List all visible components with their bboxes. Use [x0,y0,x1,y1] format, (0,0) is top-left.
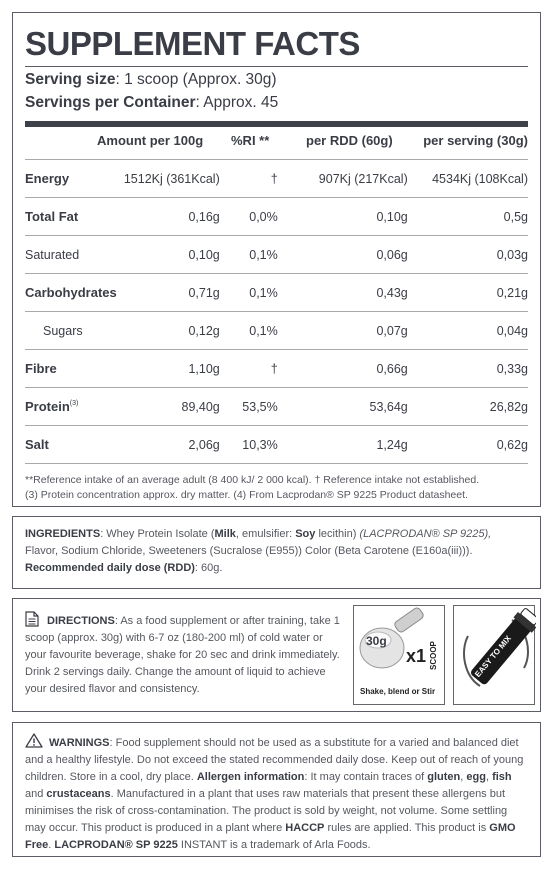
ingredients-text: Flavor, Sodium Chloride, Sweeteners (Sucralose (E955)) Color (Beta Carotene (E160a(iii))). [25,545,473,557]
value-per-serving-text: 0,21g [496,285,528,300]
value-ri [220,426,278,464]
nutrition-row [25,426,528,464]
value-per-serving-text: 0,5g [503,209,528,224]
value-per-100g-text: 0,12g [188,323,220,338]
nutrient-name [25,312,117,350]
value-per-serving [408,426,528,464]
value-ri-text: † [270,171,278,186]
value-per-serving-text: 0,62g [496,437,528,452]
value-per-rdd-text: 0,66g [376,361,408,376]
value-per-serving-text: 26,82g [489,399,528,414]
ingredients-text: lecithin) [315,528,360,540]
servings-per-container [25,94,278,112]
title-divider [25,66,528,67]
warnings-text: rules are applied. This product is [324,822,490,834]
value-ri [220,312,278,350]
value-per-100g [117,236,220,274]
nutrient-name [25,388,117,426]
value-per-rdd [278,426,408,464]
haccp-label: HACCP [285,822,325,834]
servings-value: : Approx. 45 [195,94,279,111]
document-icon [25,611,39,627]
footnote-protein: (3) Protein concentration approx. dry matter. (4) From Lacprodan® SP 9225 Product datasheet. [25,489,468,501]
rdd-value: : 60g. [194,562,223,574]
value-per-100g [117,426,220,464]
value-per-rdd-text: 907Kj (217Kcal) [318,171,408,186]
value-ri-text: 0,1% [249,247,278,262]
allergen-crustaceans: crustaceans [46,788,111,800]
value-per-serving [408,312,528,350]
header-per-rdd: per RDD (60g) [306,133,393,148]
value-ri [220,388,278,426]
serving-size-label: Serving size [25,71,116,88]
value-per-rdd [278,160,408,198]
directions-panel [12,598,541,712]
warnings-text: . [48,839,55,851]
value-per-rdd [278,350,408,388]
footnote-reference-intake: **Reference intake of an average adult (8 400 kJ/ 2 000 kcal). † Reference intake not established. [25,474,480,486]
nutrition-row [25,274,528,312]
value-per-100g [117,312,220,350]
warnings-label: WARNINGS [49,737,110,749]
nutrient-name [25,274,117,312]
value-per-serving [408,274,528,312]
allergen-fish: fish [492,771,512,783]
scoop-icon [354,606,446,686]
table-header [25,133,528,159]
supplement-facts-panel [12,12,541,507]
scoop-count: x1 [406,646,427,666]
nutrient-name-text: Sugars [43,323,83,338]
warnings-text: . Manufactured in a plant that uses raw materials that present these allergens but minimises the risk of cross-contamination. The product is sold by weight, not volume. Some settling may occur. This product is produced in a plant where [25,788,508,834]
value-per-rdd [278,312,408,350]
ingredients-text: , emulsifier: [235,528,296,540]
value-ri [220,350,278,388]
nutrient-name-text: Saturated [25,247,80,262]
shaker-illustration [453,605,535,705]
warnings-text: : Food supplement should not be used as a substitute for a varied and balanced diet and a healthy lifestyle. Do not exceed the stated recommended daily dose. Keep out of reach of young children. Store in a cool, dry place. [25,737,524,783]
warnings-text: INSTANT is a trademark of Arla Foods. [177,839,371,851]
value-per-serving-text: 0,04g [496,323,528,338]
serving-size-value: : 1 scoop (Approx. 30g) [115,71,277,88]
ingredients-text: : Whey Protein Isolate ( [100,528,215,540]
serving-size [25,71,277,89]
value-ri [220,160,278,198]
value-per-serving-text: 0,03g [496,247,528,262]
lacprodan-ref: (LACPRODAN® SP 9225), [359,528,492,540]
thick-divider [25,121,528,127]
value-ri-text: † [270,361,278,376]
nutrient-name [25,350,117,388]
allergen-soy: Soy [295,528,316,540]
value-per-rdd-text: 53,64g [369,399,408,414]
footnotes [25,473,532,503]
footnote-marker: (3) [69,400,79,407]
nutrition-row [25,312,528,350]
value-per-serving [408,350,528,388]
value-per-100g-text: 2,06g [188,437,220,452]
value-per-100g-text: 0,71g [188,285,220,300]
nutrient-name-text: Carbohydrates [25,285,117,300]
nutrient-name [25,198,117,236]
nutrition-row [25,160,528,198]
nutrient-name-text: Protein [25,399,70,414]
rdd-label: Recommended daily dose (RDD) [25,562,195,574]
directions-text-block [25,611,347,698]
warnings-text: and [25,788,47,800]
value-per-serving [408,160,528,198]
value-per-100g [117,388,220,426]
value-per-rdd [278,198,408,236]
value-per-rdd-text: 0,06g [376,247,408,262]
nutrient-name [25,426,117,464]
value-per-serving [408,236,528,274]
nutrition-table [25,159,528,464]
value-per-rdd-text: 1,24g [376,437,408,452]
value-per-100g-text: 0,10g [188,247,220,262]
nutrient-name-text: Total Fat [25,209,79,224]
header-ri: %RI ** [231,133,270,148]
scoop-illustration [353,605,445,705]
value-ri-text: 10,3% [242,437,278,452]
value-per-rdd-text: 0,10g [376,209,408,224]
nutrient-name [25,236,117,274]
allergen-info-label: Allergen information [196,771,305,783]
value-per-rdd-text: 0,07g [376,323,408,338]
directions-label: DIRECTIONS [47,615,115,627]
warnings-panel [12,722,541,857]
ingredients-label: INGREDIENTS [25,528,101,540]
warnings-text: , [485,771,493,783]
servings-label: Servings per Container [25,94,196,111]
shaker-icon [454,606,536,706]
value-per-100g [117,160,220,198]
value-per-serving-text: 4534Kj (108Kcal) [432,171,528,186]
value-per-100g-text: 1512Kj (361Kcal) [123,171,220,186]
nutrient-name-text: Energy [25,171,70,186]
value-per-100g-text: 1,10g [188,361,220,376]
value-per-rdd-text: 0,43g [376,285,408,300]
allergen-egg: egg [466,771,486,783]
scoop-caption: Shake, blend or Stir [360,687,436,696]
value-per-100g [117,274,220,312]
nutrition-row [25,236,528,274]
value-per-rdd [278,236,408,274]
ingredients-panel [12,516,541,589]
scoop-word: SCOOP [429,641,438,670]
value-per-rdd [278,388,408,426]
warnings-text: : It may contain traces of [304,771,428,783]
value-per-100g-text: 0,16g [188,209,220,224]
scoop-amount: 30g [366,634,387,648]
allergen-gluten: gluten [427,771,461,783]
value-per-100g [117,198,220,236]
nutrient-name [25,160,117,198]
nutrition-row [25,388,528,426]
value-ri [220,198,278,236]
warnings-text: , [460,771,467,783]
value-per-serving-text: 0,33g [496,361,528,376]
value-per-100g-text: 89,40g [181,399,220,414]
value-ri-text: 0,1% [249,323,278,338]
nutrition-row [25,198,528,236]
directions-text: : As a food supplement or after training, take 1 scoop (approx. 30g) with 6-7 oz (180-200 ml) of cold water or your favourite beverage, shake for 20 sec and drink immediately. Drink 2 servings daily. Change the amount of liquid to achieve your desired flavor and consistency. [25,615,340,695]
value-ri-text: 0,1% [249,285,278,300]
nutrient-name-text: Fibre [25,361,57,376]
value-per-serving [408,198,528,236]
value-ri-text: 0,0% [249,209,278,224]
gmo-free-label: GMO Free [25,822,516,851]
value-per-100g [117,350,220,388]
value-ri [220,274,278,312]
shaker-brand: EASY TO MIX [473,633,514,679]
allergen-milk: Milk [214,528,236,540]
facts-title: SUPPLEMENT FACTS [25,25,360,62]
nutrition-row [25,350,528,388]
header-per-100g: Amount per 100g [97,133,204,148]
value-ri-text: 53,5% [242,399,278,414]
lacprodan-trademark: LACPRODAN® SP 9225 [54,839,178,851]
value-per-rdd [278,274,408,312]
nutrient-name-text: Salt [25,437,49,452]
value-ri [220,236,278,274]
warning-icon [25,733,43,748]
value-per-serving [408,388,528,426]
header-per-serving: per serving (30g) [423,133,528,148]
